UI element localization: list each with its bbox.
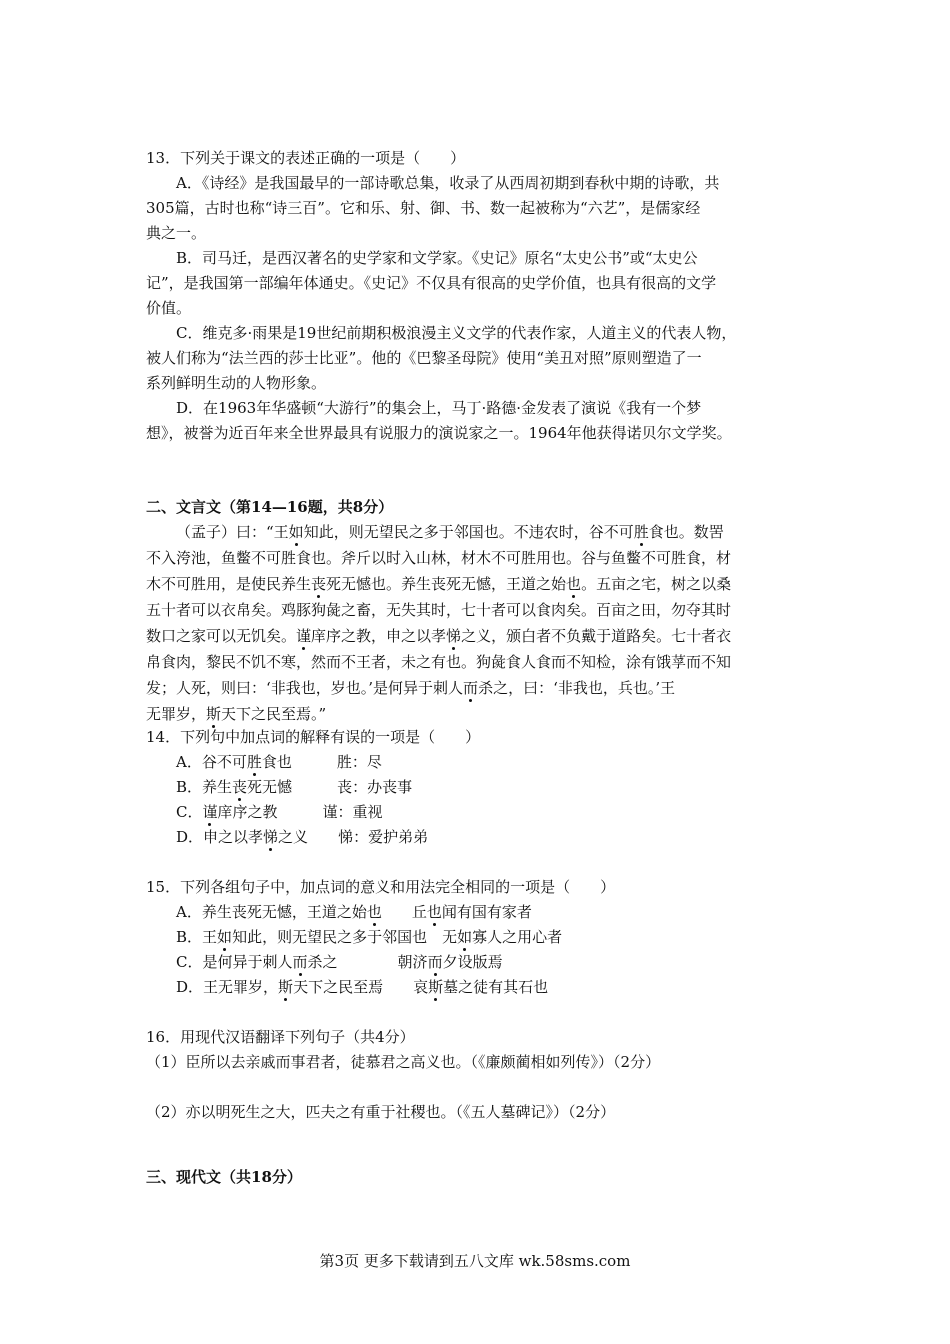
q14-stem: 14．下列句中加点词的解释有误的一项是（ ）	[146, 728, 481, 746]
passage-line-8: 无罪岁，斯天下之民至焉。”	[146, 705, 327, 723]
q13-option-d-line1: D．在1963年华盛顿“大游行”的集会上，马丁·路德·金发表了演说《我有一个梦	[176, 399, 702, 417]
passage-line-1: （孟子）曰：“王如知此，则无望民之多于邻国也。不违农时，谷不可胜食也。数罟	[176, 523, 724, 541]
q13-option-c-line2: 被人们称为“法兰西的莎士比亚”。他的《巴黎圣母院》使用“美丑对照”原则塑造了一	[146, 349, 702, 367]
dotted-word-ye: 也	[566, 575, 582, 593]
passage-line-7: 发；人死，则曰：‘非我也，岁也。’是何异于刺人而杀之，曰：‘非我也，兵也。’王	[146, 679, 676, 697]
q16-item-1: （1）臣所以去亲戚而事君者，徒慕君之高义也。（《廉颇蔺相如列传》）（2分）	[146, 1053, 661, 1071]
dotted-word-jin: 谨	[296, 627, 312, 645]
passage-line-3: 木不可胜用，是使民养生丧死无憾也。养生丧死无憾，王道之始也。五亩之宅，树之以桑	[146, 575, 732, 593]
q14-option-d: D．申之以孝悌之义 悌：爱护弟弟	[176, 828, 429, 846]
q13-option-d-line2: 想》，被誉为近百年来全世界最具有说服力的演说家之一。1964年他获得诺贝尔文学奖。	[146, 424, 732, 442]
q13-option-b-line1: B．司马迁，是西汉著名的史学家和文学家。《史记》原名“太史公书”或“太史公	[176, 249, 698, 267]
dotted-word-sheng: 胜	[633, 523, 649, 541]
q13-option-c-line3: 系列鲜明生动的人物形象。	[146, 374, 327, 392]
q13-stem: 13．下列关于课文的表述正确的一项是（ ）	[146, 149, 466, 167]
dotted-word-er: 而	[463, 679, 479, 697]
passage-line-5: 数口之家可以无饥矣。谨庠序之教，申之以孝悌之义，颁白者不负戴于道路矣。七十者衣	[146, 627, 732, 645]
q16-item-2: （2）亦以明死生之大，匹夫之有重于社稷也。（《五人墓碑记》）（2分）	[146, 1103, 616, 1121]
q14-option-b: B．养生丧死无憾 丧：办丧事	[176, 778, 413, 796]
passage-line-2: 不入洿池，鱼鳖不可胜食也。斧斤以时入山林，材木不可胜用也。谷与鱼鳖不可胜食，材	[146, 549, 732, 567]
dotted-word-sang: 丧	[311, 575, 327, 593]
passage-line-6: 帛食肉，黎民不饥不寒，然而不王者，未之有也。狗彘食人食而不知检，涂有饿莩而不知	[146, 653, 732, 671]
q14-option-c: C．谨庠序之教 谨：重视	[176, 803, 383, 821]
page-footer: 第3页 更多下载请到五八文库 wk.58sms.com	[319, 1252, 631, 1270]
dotted-word-ti: 悌	[446, 627, 462, 645]
dotted-word-ru: 如	[288, 523, 304, 541]
section2-title: 二、文言文（第14—16题，共8分）	[146, 498, 394, 516]
q15-option-b: B．王如知此，则无望民之多于邻国也 无如寡人之用心者	[176, 928, 563, 946]
q13-option-b-line3: 价值。	[146, 299, 192, 317]
q15-option-a: A．养生丧死无憾，王道之始也 丘也闻有国有家者	[176, 903, 532, 921]
passage-line-4: 五十者可以衣帛矣。鸡豚狗彘之畜，无失其时，七十者可以食肉矣。百亩之田，勿夺其时	[146, 601, 732, 619]
q13-option-a-line2: 305篇，古时也称“诗三百”。它和乐、射、御、书、数一起被称为“六艺”，是儒家经	[146, 199, 701, 217]
q16-stem: 16．用现代汉语翻译下列句子（共4分）	[146, 1028, 415, 1046]
q13-option-a-line1: A．《诗经》是我国最早的一部诗歌总集，收录了从西周初期到春秋中期的诗歌，共	[176, 174, 720, 192]
q13-option-c-line1: C．维克多·雨果是19世纪前期积极浪漫主义文学的代表作家，人道主义的代表人物，	[176, 324, 737, 342]
q15-option-d: D．王无罪岁，斯天下之民至焉 哀斯墓之徒有其石也	[176, 978, 549, 996]
dotted-word-si: 斯	[206, 705, 222, 723]
q13-option-b-line2: 记”，是我国第一部编年体通史。《史记》不仅具有很高的史学价值，也具有很高的文学	[146, 274, 717, 292]
q13-option-a-line3: 典之一。	[146, 224, 207, 242]
q15-option-c: C．是何异于刺人而杀之 朝济而夕设版焉	[176, 953, 503, 971]
section3-title: 三、现代文（共18分）	[146, 1168, 302, 1186]
q15-stem: 15．下列各组句子中，加点词的意义和用法完全相同的一项是（ ）	[146, 878, 616, 896]
q14-option-a: A．谷不可胜食也 胜：尽	[176, 753, 382, 771]
